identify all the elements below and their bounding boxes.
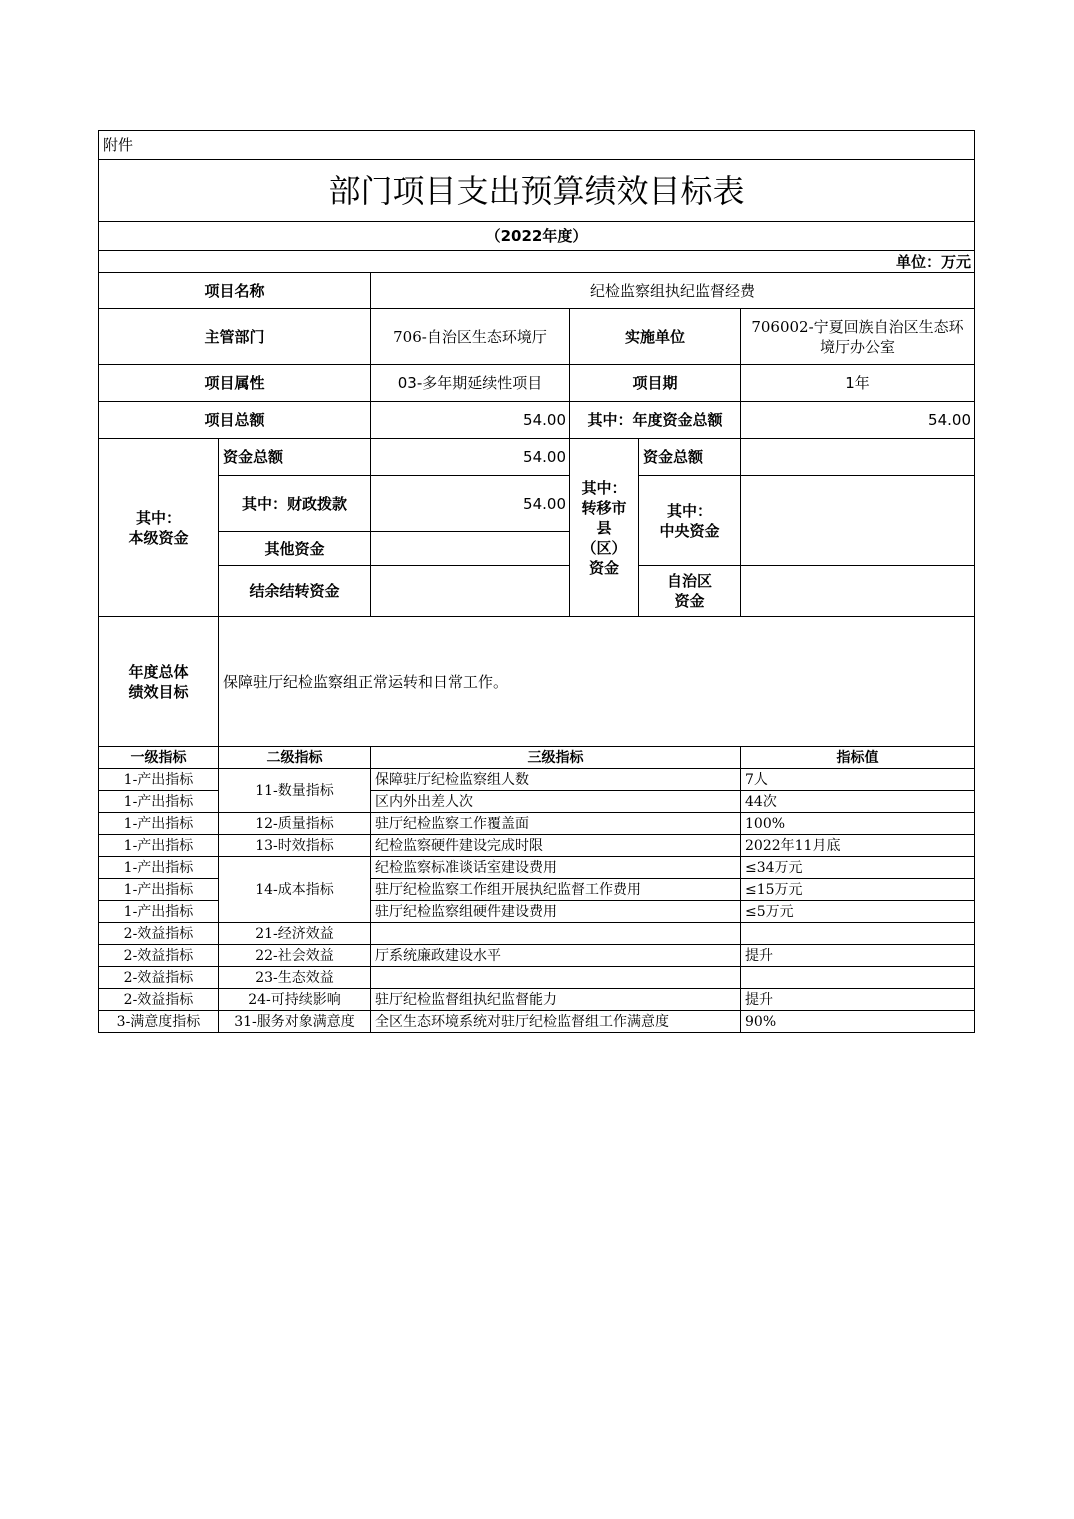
dept-label: 主管部门 <box>98 308 371 365</box>
row-value: 90% <box>740 1010 975 1033</box>
transfer-total-value <box>740 438 975 476</box>
row-level1: 2-效益指标 <box>98 966 219 989</box>
header-value: 指标值 <box>740 746 975 769</box>
row-level2: 21-经济效益 <box>218 922 371 945</box>
row-value <box>740 966 975 989</box>
row-level1: 1-产出指标 <box>98 812 219 835</box>
row-level1: 1-产出指标 <box>98 790 219 813</box>
row-level2: 12-质量指标 <box>218 812 371 835</box>
attachment-label: 附件 <box>98 130 975 160</box>
row-value: ≤34万元 <box>740 856 975 879</box>
fund-total-label: 资金总额 <box>218 438 371 476</box>
row-level1: 3-满意度指标 <box>98 1010 219 1033</box>
row-value: 100% <box>740 812 975 835</box>
row-value: 提升 <box>740 988 975 1011</box>
attr-label: 项目属性 <box>98 364 371 402</box>
fiscal-year: （2022年度） <box>98 221 975 251</box>
header-level2: 二级指标 <box>218 746 371 769</box>
annual-goal-label: 年度总体 绩效目标 <box>98 616 219 747</box>
total-value: 54.00 <box>370 401 570 439</box>
project-name-label: 项目名称 <box>98 272 371 309</box>
impl-unit-value: 706002-宁夏回族自治区生态环境厅办公室 <box>740 308 975 365</box>
row-level2: 23-生态效益 <box>218 966 371 989</box>
row-level2: 14-成本指标 <box>218 856 371 923</box>
other-funds-value <box>370 531 570 566</box>
carry-over-value <box>370 565 570 617</box>
unit-label: 单位：万元 <box>98 250 975 273</box>
local-funds-label: 其中： 本级资金 <box>98 438 219 617</box>
row-value <box>740 922 975 945</box>
carry-over-label: 结余结转资金 <box>218 565 371 617</box>
row-level3: 保障驻厅纪检监察组人数 <box>370 768 741 791</box>
page-title: 部门项目支出预算绩效目标表 <box>98 159 975 222</box>
row-level2: 13-时效指标 <box>218 834 371 857</box>
total-label: 项目总额 <box>98 401 371 439</box>
row-level2: 11-数量指标 <box>218 768 371 813</box>
fund-total-value: 54.00 <box>370 438 570 476</box>
row-level3: 纪检监察硬件建设完成时限 <box>370 834 741 857</box>
row-value: 2022年11月底 <box>740 834 975 857</box>
dept-value: 706-自治区生态环境厅 <box>370 308 570 365</box>
row-level3: 区内外出差人次 <box>370 790 741 813</box>
row-level3: 驻厅纪检监察组硬件建设费用 <box>370 900 741 923</box>
row-level3: 全区生态环境系统对驻厅纪检监督组工作满意度 <box>370 1010 741 1033</box>
project-name-value: 纪检监察组执纪监督经费 <box>370 272 975 309</box>
row-level1: 2-效益指标 <box>98 922 219 945</box>
annual-total-value: 54.00 <box>740 401 975 439</box>
row-value: 44次 <box>740 790 975 813</box>
row-value: ≤5万元 <box>740 900 975 923</box>
row-value: 提升 <box>740 944 975 967</box>
annual-goal-text: 保障驻厅纪检监察组正常运转和日常工作。 <box>218 616 975 747</box>
row-level3 <box>370 966 741 989</box>
annual-total-label: 其中：年度资金总额 <box>569 401 741 439</box>
row-value: ≤15万元 <box>740 878 975 901</box>
region-funds-value <box>740 565 975 617</box>
row-level2: 24-可持续影响 <box>218 988 371 1011</box>
row-level1: 1-产出指标 <box>98 768 219 791</box>
row-value: 7人 <box>740 768 975 791</box>
fiscal-appropriation-value: 54.00 <box>370 475 570 532</box>
central-funds-value <box>740 475 975 566</box>
row-level3: 厅系统廉政建设水平 <box>370 944 741 967</box>
row-level1: 1-产出指标 <box>98 834 219 857</box>
central-funds-label: 其中： 中央资金 <box>638 475 741 566</box>
row-level3 <box>370 922 741 945</box>
row-level1: 1-产出指标 <box>98 900 219 923</box>
row-level1: 1-产出指标 <box>98 878 219 901</box>
transfer-total-label: 资金总额 <box>638 438 741 476</box>
fiscal-appropriation-label: 其中：财政拨款 <box>218 475 371 532</box>
row-level1: 2-效益指标 <box>98 988 219 1011</box>
header-level1: 一级指标 <box>98 746 219 769</box>
period-value: 1年 <box>740 364 975 402</box>
other-funds-label: 其他资金 <box>218 531 371 566</box>
row-level3: 纪检监察标准谈话室建设费用 <box>370 856 741 879</box>
row-level3: 驻厅纪检监督组执纪监督能力 <box>370 988 741 1011</box>
row-level2: 31-服务对象满意度 <box>218 1010 371 1033</box>
attr-value: 03-多年期延续性项目 <box>370 364 570 402</box>
row-level3: 驻厅纪检监察工作组开展执纪监督工作费用 <box>370 878 741 901</box>
header-level3: 三级指标 <box>370 746 741 769</box>
period-label: 项目期 <box>569 364 741 402</box>
impl-unit-label: 实施单位 <box>569 308 741 365</box>
transfer-funds-label: 其中： 转移市 县 （区） 资金 <box>569 438 639 617</box>
row-level3: 驻厅纪检监察工作覆盖面 <box>370 812 741 835</box>
region-funds-label: 自治区 资金 <box>638 565 741 617</box>
row-level2: 22-社会效益 <box>218 944 371 967</box>
row-level1: 2-效益指标 <box>98 944 219 967</box>
row-level1: 1-产出指标 <box>98 856 219 879</box>
